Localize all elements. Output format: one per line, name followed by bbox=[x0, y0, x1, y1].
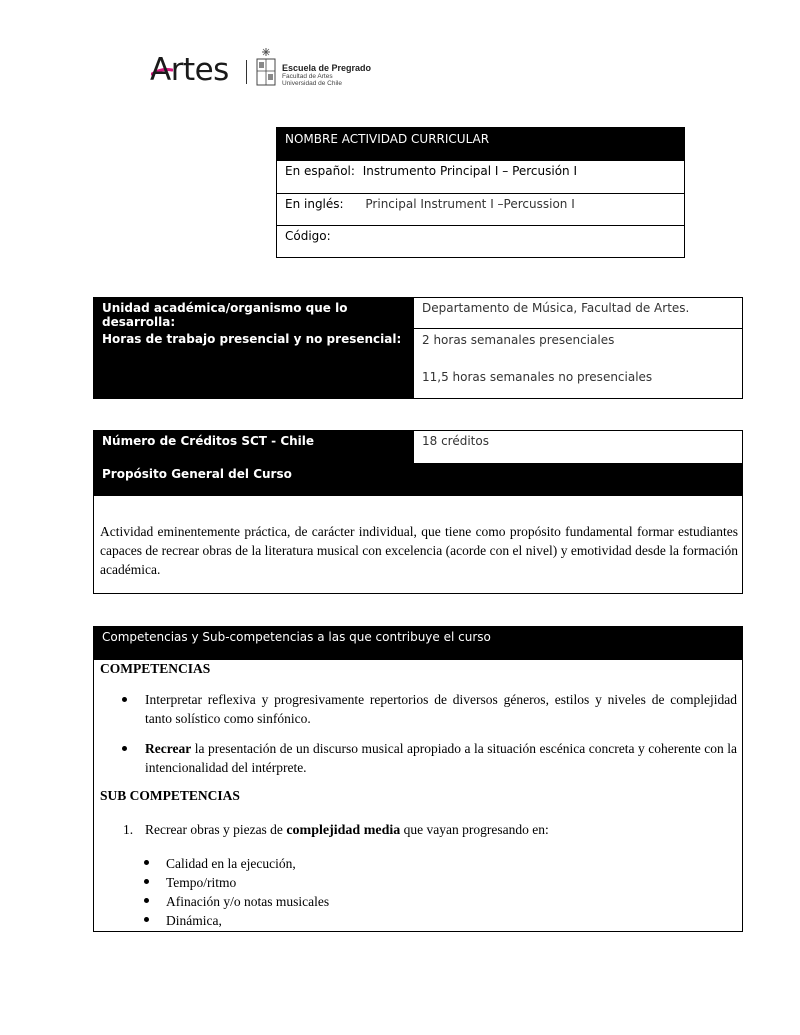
competencies-table bbox=[93, 626, 743, 932]
logo-subtitle bbox=[282, 73, 342, 87]
english-label: En inglés: bbox=[285, 197, 344, 211]
bullet-icon bbox=[144, 879, 149, 884]
code-label: Código: bbox=[285, 229, 331, 243]
competency-item-1: Interpretar reflexiva y progresivamente repertorios de diversos géneros, estilos y niveles de complejidad tanto solístico como sinfónico. bbox=[145, 692, 737, 726]
credits-value: 18 créditos bbox=[422, 434, 489, 448]
purpose-text: Actividad eminentemente práctica, de carácter individual, que tiene como propósito fundamental formar estudiantes capaces de recrear obras de la literatura musical con excelencia (acorde con el nivel) y emotividad desde la formación académica. bbox=[100, 524, 738, 577]
sub-bullet-4: Dinámica, bbox=[166, 913, 222, 928]
sub-competency-item-1 bbox=[145, 820, 737, 840]
competency-item-2-bold: Recrear bbox=[145, 741, 192, 756]
unit-table bbox=[93, 297, 743, 399]
hours-no-presencial: 11,5 horas semanales no presenciales bbox=[422, 370, 653, 384]
logo-school-name: Escuela de Pregrado bbox=[282, 63, 372, 73]
purpose-label: Propósito General del Curso bbox=[94, 463, 742, 496]
sub-bullet-1: Calidad en la ejecución, bbox=[166, 856, 296, 871]
english-value: Principal Instrument I –Percussion I bbox=[365, 197, 575, 211]
bullet-icon bbox=[144, 898, 149, 903]
sub-item-number: 1. bbox=[123, 822, 134, 837]
university-seal-icon bbox=[253, 47, 279, 89]
bullet-icon bbox=[144, 860, 149, 865]
logo-brand-text: Artes bbox=[150, 52, 229, 88]
spanish-label: En español: bbox=[285, 164, 355, 178]
logo-divider bbox=[246, 60, 247, 84]
activity-table bbox=[276, 127, 685, 258]
code-row bbox=[277, 226, 684, 257]
hours-label: Horas de trabajo presencial y no presencial: bbox=[102, 332, 402, 346]
sub-bullet-3: Afinación y/o notas musicales bbox=[166, 894, 330, 909]
sub1-pre: Recrear obras y piezas de bbox=[145, 822, 287, 837]
logo-faculty: Facultad de Artes bbox=[282, 73, 333, 80]
academic-unit-label: Unidad académica/organismo que lo desarrolla: bbox=[102, 301, 348, 329]
english-name-row bbox=[277, 194, 684, 226]
sub-bullet-2: Tempo/ritmo bbox=[166, 875, 237, 890]
sub-competencias-title: SUB COMPETENCIAS bbox=[100, 788, 240, 803]
competency-item-2-rest: la presentación de un discurso musical apropiado a la situación escénica concreta y coherente con la intencionalidad del intérprete. bbox=[145, 741, 737, 775]
credits-label: Número de Créditos SCT - Chile bbox=[94, 431, 414, 463]
logo-artes bbox=[150, 50, 229, 90]
hours-presencial: 2 horas semanales presenciales bbox=[422, 333, 615, 347]
bullet-icon bbox=[122, 697, 127, 702]
sub1-post: que vayan progresando en: bbox=[400, 822, 549, 837]
bullet-icon bbox=[144, 917, 149, 922]
credits-table bbox=[93, 430, 743, 594]
competencies-header: Competencias y Sub-competencias a las que contribuye el curso bbox=[94, 627, 742, 660]
bullet-icon bbox=[122, 746, 127, 751]
activity-header: NOMBRE ACTIVIDAD CURRICULAR bbox=[277, 128, 684, 161]
academic-unit-value: Departamento de Música, Facultad de Artes. bbox=[414, 298, 742, 329]
spanish-value: Instrumento Principal I – Percusión I bbox=[362, 164, 578, 178]
competencias-title: COMPETENCIAS bbox=[100, 661, 211, 676]
logo-university: Universidad de Chile bbox=[282, 80, 342, 87]
spanish-name-row bbox=[277, 161, 684, 194]
sub1-bold: complejidad media bbox=[286, 823, 401, 838]
competency-item-2 bbox=[145, 739, 737, 777]
